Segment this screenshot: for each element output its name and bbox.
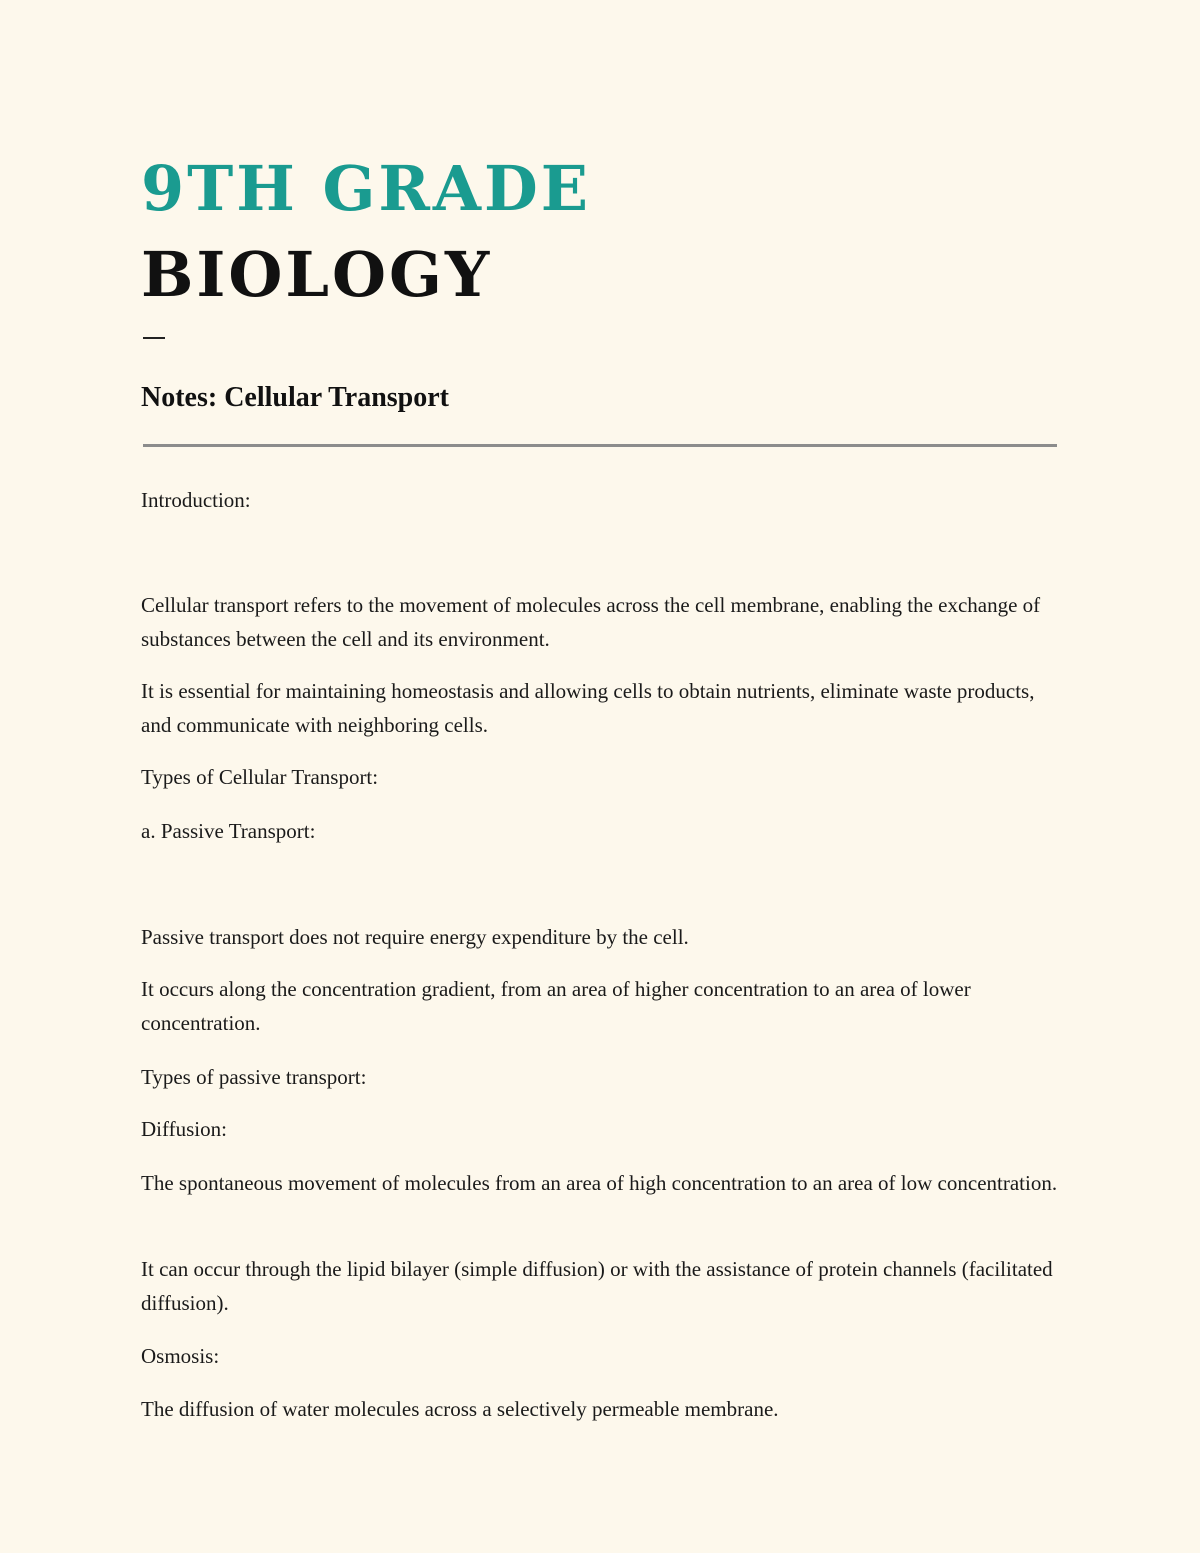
intro-paragraph-1: Cellular transport refers to the movement of molecules across the cell membrane, enabling the exchange of substances between the cell and its environment. — [141, 593, 1041, 651]
passive-types-heading: Types of passive transport: — [141, 1065, 367, 1089]
diffusion-paragraph-2: It can occur through the lipid bilayer (simple diffusion) or with the assistance of protein channels (facilitated diffusion). — [141, 1257, 1053, 1315]
title-dash-divider — [143, 337, 165, 339]
title-subject: BIOLOGY — [141, 238, 493, 311]
diffusion-paragraph-1: The spontaneous movement of molecules from an area of high concentration to an area of low concentration. — [141, 1171, 1058, 1195]
types-heading: Types of Cellular Transport: — [141, 765, 379, 789]
introduction-heading: Introduction: — [141, 488, 251, 512]
horizontal-rule — [143, 444, 1057, 447]
intro-paragraph-2: It is essential for maintaining homeostasis and allowing cells to obtain nutrients, eliminate waste products, and communicate with neighboring cells. — [141, 679, 1035, 737]
passive-paragraph-2: It occurs along the concentration gradient, from an area of higher concentration to an area of lower concentration. — [141, 977, 971, 1035]
notes-subtitle: Notes: Cellular Transport — [141, 382, 449, 413]
diffusion-heading: Diffusion: — [141, 1117, 227, 1141]
title-grade: 9TH GRADE — [141, 152, 592, 225]
passive-paragraph-1: Passive transport does not require energy expenditure by the cell. — [141, 925, 689, 949]
passive-transport-heading: a. Passive Transport: — [141, 819, 316, 843]
osmosis-heading: Osmosis: — [141, 1344, 220, 1368]
osmosis-paragraph-1: The diffusion of water molecules across a selectively permeable membrane. — [141, 1397, 779, 1421]
